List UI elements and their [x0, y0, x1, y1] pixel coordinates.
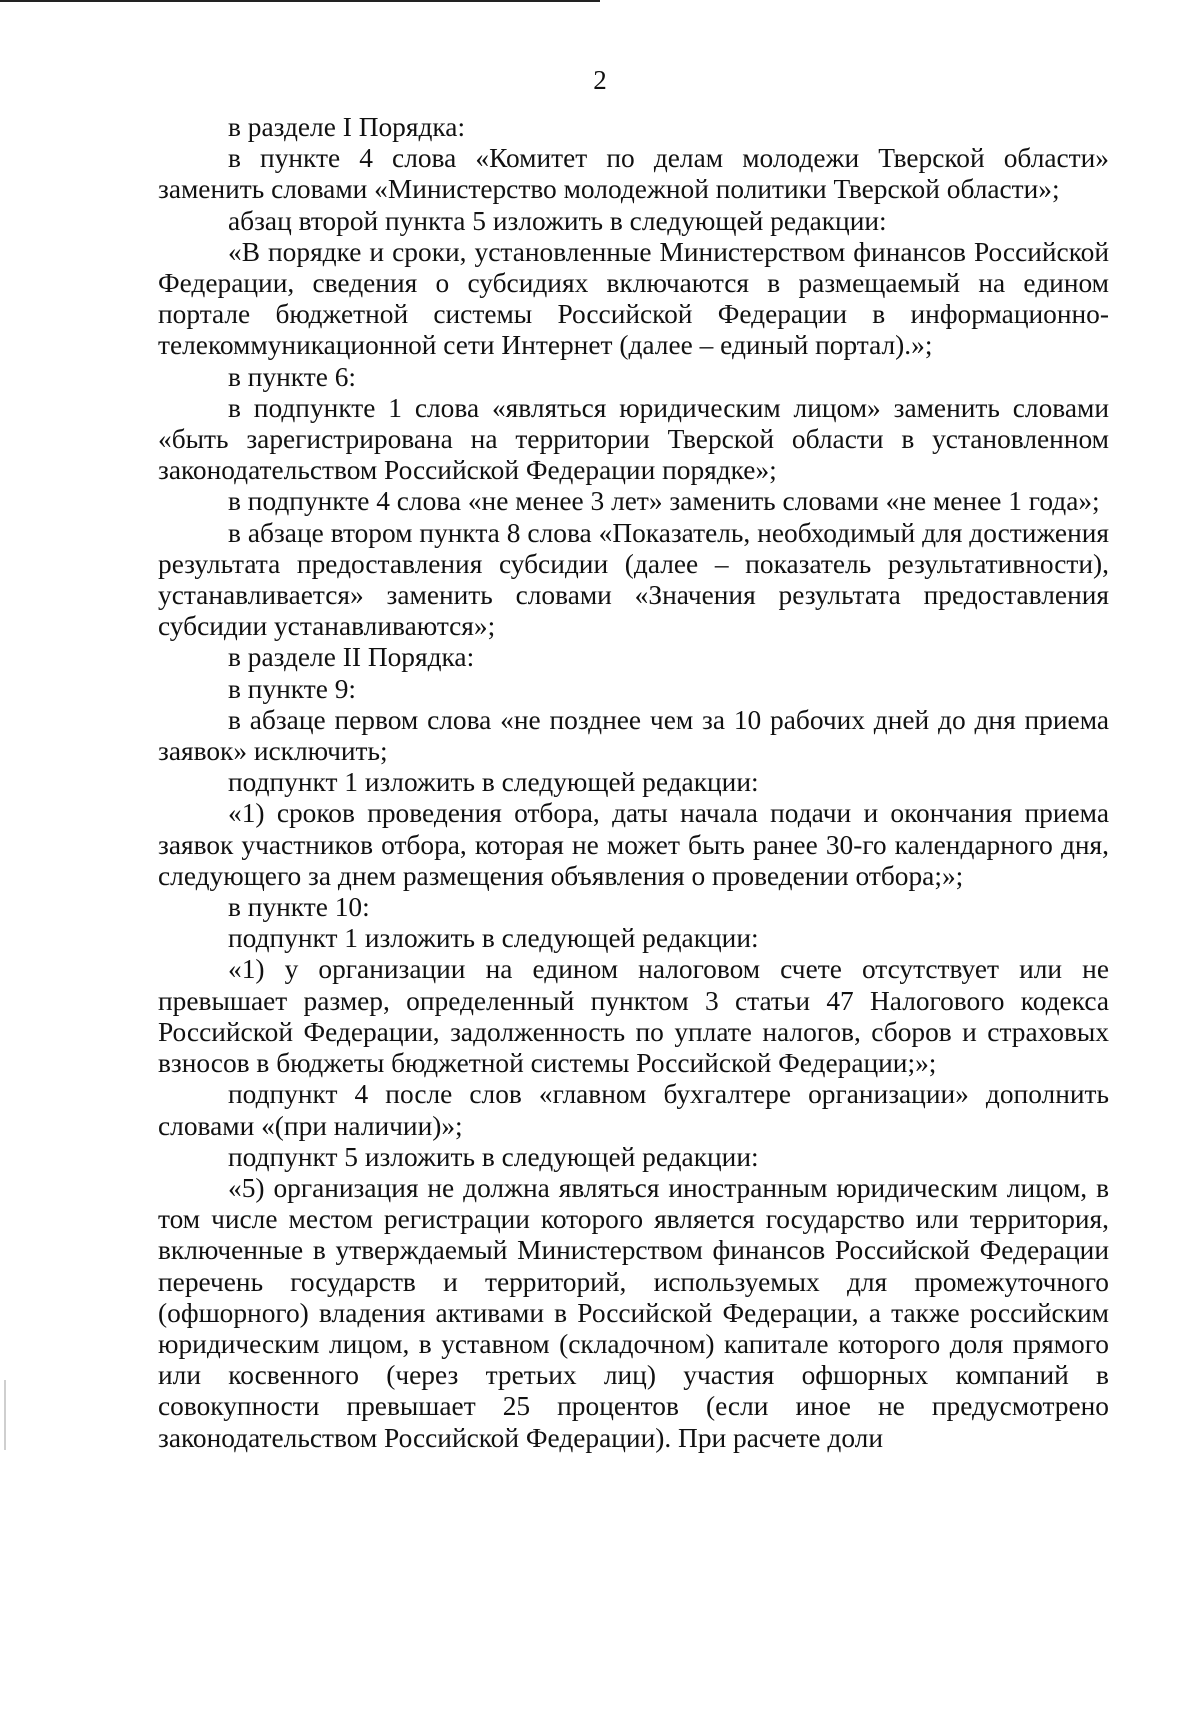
paragraph: в пункте 6:: [228, 361, 357, 392]
paragraph: «5) организация не должна являться иностранным юридическим лицом, в том числе местом регистрации которого является государство или территория, включенные в утверждаемый Министерством финансов Российской Федерации перечень государств и территорий, используемых для промежуточного (офшорного) владения активами в Российской Федерации, а также российским юридическим лицом, в уставном (складочном) капитале которого доля прямого или косвенного (через третьих лиц) участия офшорных компаний в совокупности превышает 25 процентов (если иное не предусмотрено законодательством Российской Федерации). При расчете доли: [158, 1172, 1109, 1453]
paragraph: подпункт 5 изложить в следующей редакции:: [228, 1141, 759, 1172]
paragraph: в абзаце втором пункта 8 слова «Показатель, необходимый для достижения результата предоставления субсидии (далее – показатель результативности), устанавливается» заменить словами «Значения результата предоставления субсидии устанавливаются»;: [158, 517, 1109, 642]
paragraph: в подпункте 4 слова «не менее 3 лет» заменить словами «не менее 1 года»;: [228, 486, 1100, 517]
paragraph: «1) у организации на едином налоговом счете отсутствует или не превышает размер, определенный пунктом 3 статьи 47 Налогового кодекса Российской Федерации, задолженность по уплате налогов, сборов и страховых взносов в бюджеты бюджетной системы Российской Федерации;»;: [158, 954, 1109, 1079]
paragraph: в абзаце первом слова «не позднее чем за 10 рабочих дней до дня приема заявок» исключить;: [158, 704, 1109, 767]
paragraph: в пункте 4 слова «Комитет по делам молодежи Тверской области» заменить словами «Министерство молодежной политики Тверской области»;: [158, 143, 1109, 205]
paragraph: подпункт 1 изложить в следующей редакции:: [228, 767, 759, 798]
scan-edge-mark: [4, 1380, 6, 1450]
paragraph: в пункте 9:: [228, 673, 357, 704]
paragraph: абзац второй пункта 5 изложить в следующей редакции:: [228, 205, 887, 236]
paragraph: подпункт 1 изложить в следующей редакции:: [228, 923, 759, 954]
paragraph: в пункте 10:: [228, 892, 370, 923]
paragraph: «В порядке и сроки, установленные Министерством финансов Российской Федерации, сведения о субсидиях включаются в размещаемый на едином портале бюджетной системы Российской Федерации в информационно-телекоммуникационной сети Интернет (далее – единый портал).»;: [158, 236, 1109, 361]
paragraph: «1) сроков проведения отбора, даты начала подачи и окончания приема заявок участников отбора, которая не может быть ранее 30-го календарного дня, следующего за днем размещения объявления о проведении отбора;»;: [158, 798, 1109, 891]
document-body: [158, 112, 1109, 1454]
top-edge-rule: [0, 0, 600, 2]
paragraph: подпункт 4 после слов «главном бухгалтере организации» дополнить словами «(при наличии)»;: [158, 1079, 1109, 1141]
paragraph: в подпункте 1 слова «являться юридическим лицом» заменить словами «быть зарегистрирована на территории Тверской области в установленном законодательством Российской Федерации порядке»;: [158, 392, 1109, 486]
paragraph: в разделе II Порядка:: [228, 642, 475, 673]
page-number: 2: [593, 65, 607, 95]
paragraph: в разделе I Порядка:: [228, 112, 466, 142]
